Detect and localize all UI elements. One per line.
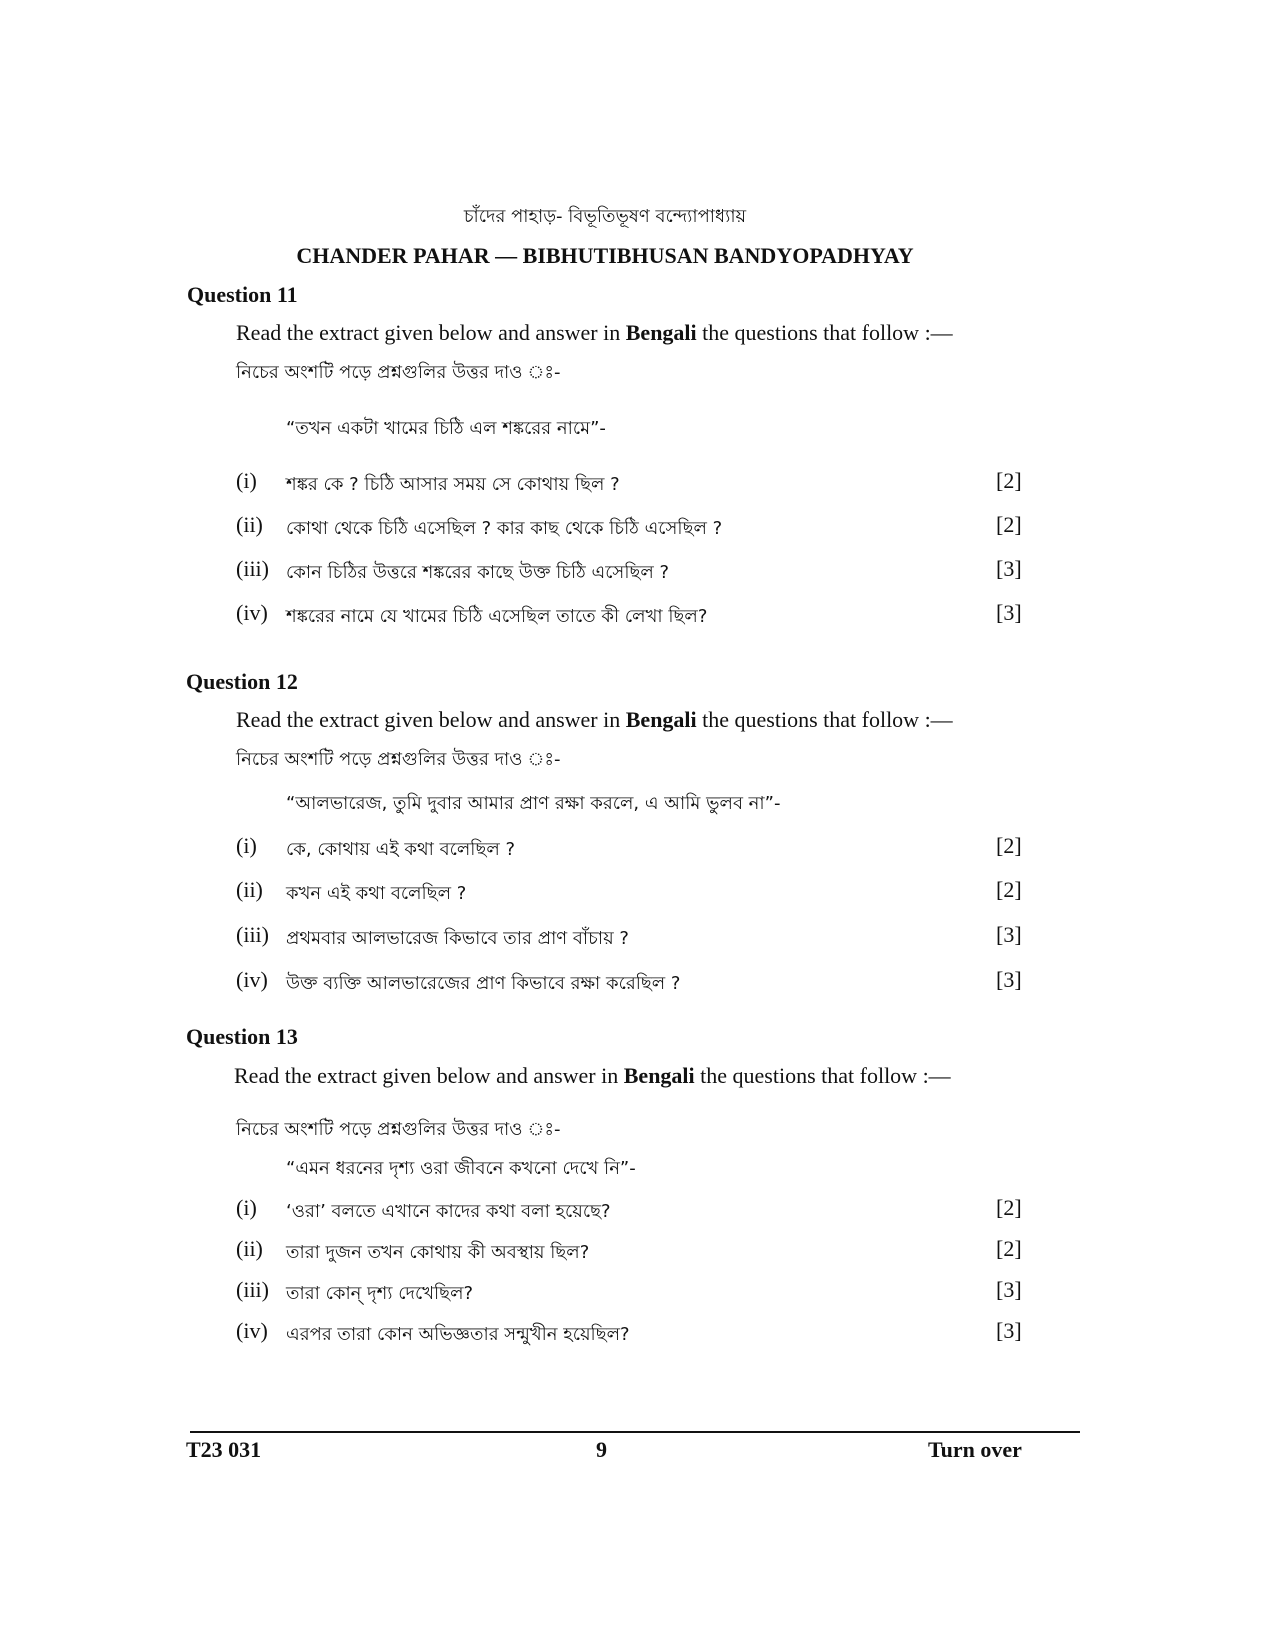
- item-text: প্রথমবার আলভারেজ কিভাবে তার প্রাণ বাঁচায় ?: [286, 928, 629, 949]
- title-english: CHANDER PAHAR — BIBHUTIBHUSAN BANDYOPADHYAY: [296, 243, 914, 268]
- question-heading: Question 12: [186, 669, 298, 694]
- item-marks: [2]: [996, 833, 1022, 858]
- instruction-english: Read the extract given below and answer in Bengali the questions that follow :—: [234, 1063, 951, 1088]
- instruction-bengali: নিচের অংশটি পড়ে প্রশ্নগুলির উত্তর দাও ঃ-: [236, 1119, 561, 1140]
- item-number: (i): [236, 833, 257, 858]
- item-text: এরপর তারা কোন অভিজ্ঞতার সন্মুখীন হয়েছিল?: [286, 1324, 630, 1345]
- item-text: কোন চিঠির উত্তরে শঙ্করের কাছে উক্ত চিঠি এসেছিল ?: [286, 562, 670, 583]
- question-heading: Question 11: [187, 282, 298, 307]
- item-number: (i): [236, 468, 257, 493]
- item-text: কখন এই কথা বলেছিল ?: [286, 883, 467, 904]
- item-marks: [3]: [996, 1277, 1022, 1302]
- question-heading: Question 13: [186, 1024, 298, 1049]
- extract-quote: “এমন ধরনের দৃশ্য ওরা জীবনে কখনো দেখে নি”-: [286, 1158, 636, 1179]
- item-number: (iii): [236, 556, 269, 581]
- item-text: উক্ত ব্যক্তি আলভারেজের প্রাণ কিভাবে রক্ষা করেছিল ?: [286, 973, 681, 994]
- item-marks: [2]: [996, 877, 1022, 902]
- turn-over: Turn over: [928, 1437, 1022, 1462]
- item-number: (iii): [236, 922, 269, 947]
- extract-quote: “তখন একটা খামের চিঠি এল শঙ্করের নামে”-: [286, 418, 606, 439]
- instruction-english: Read the extract given below and answer in Bengali the questions that follow :—: [236, 707, 953, 732]
- item-number: (i): [236, 1195, 257, 1220]
- item-text: তারা দুজন তখন কোথায় কী অবস্থায় ছিল?: [286, 1242, 590, 1263]
- title-bengali: চাঁদের পাহাড়- বিভূতিভূষণ বন্দ্যোপাধ্যায়: [463, 206, 747, 227]
- item-text: ‘ওরা’ বলতে এখানে কাদের কথা বলা হয়েছে?: [286, 1201, 611, 1222]
- item-marks: [2]: [996, 512, 1022, 537]
- item-marks: [3]: [996, 1318, 1022, 1343]
- item-text: শঙ্করের নামে যে খামের চিঠি এসেছিল তাতে কী লেখা ছিল?: [286, 606, 708, 627]
- paper-code: T23 031: [186, 1437, 262, 1462]
- item-text: তারা কোন্ দৃশ্য দেখেছিল?: [286, 1283, 474, 1304]
- item-number: (iii): [236, 1277, 269, 1302]
- page-number: 9: [596, 1437, 607, 1462]
- item-marks: [3]: [996, 600, 1022, 625]
- item-marks: [2]: [996, 1195, 1022, 1220]
- item-number: (iv): [236, 600, 268, 625]
- item-marks: [3]: [996, 922, 1022, 947]
- item-number: (iv): [236, 1318, 268, 1343]
- item-text: কোথা থেকে চিঠি এসেছিল ? কার কাছ থেকে চিঠি এসেছিল ?: [286, 518, 723, 539]
- item-number: (ii): [236, 877, 263, 902]
- item-marks: [3]: [996, 556, 1022, 581]
- extract-quote: “আলভারেজ, তুমি দুবার আমার প্রাণ রক্ষা করলে, এ আমি ভুলব না”-: [286, 793, 781, 814]
- footer-rule: [190, 1431, 1080, 1433]
- item-marks: [2]: [996, 1236, 1022, 1261]
- item-marks: [2]: [996, 468, 1022, 493]
- item-number: (ii): [236, 1236, 263, 1261]
- item-number: (ii): [236, 512, 263, 537]
- instruction-bengali: নিচের অংশটি পড়ে প্রশ্নগুলির উত্তর দাও ঃ-: [236, 362, 561, 383]
- item-text: শঙ্কর কে ? চিঠি আসার সময় সে কোথায় ছিল ?: [286, 474, 620, 495]
- instruction-bengali: নিচের অংশটি পড়ে প্রশ্নগুলির উত্তর দাও ঃ-: [236, 749, 561, 770]
- item-text: কে, কোথায় এই কথা বলেছিল ?: [286, 839, 516, 860]
- item-marks: [3]: [996, 967, 1022, 992]
- item-number: (iv): [236, 967, 268, 992]
- instruction-english: Read the extract given below and answer in Bengali the questions that follow :—: [236, 320, 953, 345]
